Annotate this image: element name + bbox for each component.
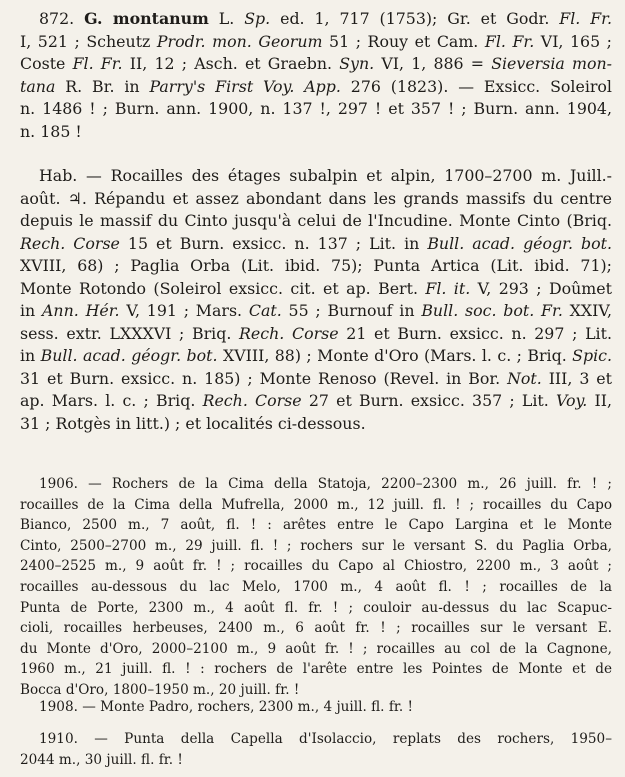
text-line	[20, 536, 612, 557]
text-run: sess. extr. LXXXVI ; Briq.	[20, 323, 240, 343]
text-run: VI, 1, 886 =	[374, 54, 492, 73]
text-line	[20, 98, 612, 121]
text-line	[20, 697, 612, 718]
text-run: 55 ; Burnouf in	[281, 301, 422, 320]
text-line	[20, 618, 612, 639]
text-run: Hab. — Rocailles des étages subalpin et alpin, 1700–2700 m. Juill.-	[39, 166, 612, 185]
italic-run: Fl. Fr.	[72, 54, 123, 73]
text-line	[20, 515, 612, 536]
text-line	[20, 210, 612, 233]
text-run: 1908. — Monte Padro, rochers, 2300 m., 4 juill. fl. fr. !	[39, 699, 413, 715]
text-run: 21 et Burn. exsicc. n. 297 ; Lit.	[338, 323, 612, 343]
text-run: 27 et Burn. exsicc. 357 ; Lit.	[301, 391, 556, 410]
text-run: II,	[587, 391, 612, 410]
text-run: Punta de Porte, 2300 m., 4 août fl. fr. ! ; couloir au-dessus du lac Scapuc-	[20, 599, 612, 616]
text-run: Cinto, 2500–2700 m., 29 juill. fl. ! ; rochers sur le versant S. du Paglia Orba,	[20, 537, 612, 554]
italic-run: Fl. it.	[425, 278, 471, 298]
text-line	[20, 255, 612, 278]
text-line	[20, 76, 612, 99]
text-run: 51 ; Rouy et Cam.	[322, 31, 485, 51]
observations-1910-paragraph	[20, 729, 612, 770]
text-run: 2044 m., 30 juill. fl. fr. !	[20, 751, 183, 768]
italic-run: Syn.	[339, 54, 375, 73]
text-line	[20, 639, 612, 660]
text-line	[20, 323, 612, 346]
text-run: 1960 m., 21 juill. fl. ! : rochers de l'arête entre les Pointes de Monte et de	[20, 661, 612, 678]
observations-1908-paragraph	[20, 697, 612, 718]
text-run: 31 et Burn. exsicc. n. 185) ; Monte Renoso (Revel. in Bor.	[20, 368, 508, 388]
text-run: I, 521 ; Scheutz	[20, 31, 157, 51]
text-line	[20, 188, 612, 211]
text-run: XVIII, 68) ; Paglia Orba (Lit. ibid. 75); Punta Artica (Lit. ibid. 71);	[20, 256, 612, 275]
italic-run: Prodr. mon. Georum	[156, 31, 323, 51]
italic-run: tana	[20, 76, 56, 96]
text-line	[20, 474, 612, 495]
italic-run: Parry's First Voy. App.	[149, 76, 341, 96]
text-line	[20, 495, 612, 516]
text-line	[20, 345, 612, 368]
observations-1906-paragraph	[20, 474, 612, 701]
italic-run: Rech. Corse	[202, 391, 302, 410]
italic-run: Ann. Hér.	[42, 301, 120, 320]
text-line	[20, 413, 612, 436]
italic-run: Sieversia mon-	[491, 54, 612, 73]
text-line	[20, 300, 612, 323]
text-run: VI, 165 ;	[534, 31, 612, 51]
text-line	[20, 368, 612, 391]
text-run: ap. Mars. l. c. ; Briq.	[20, 391, 203, 410]
text-run: 276 (1823). — Exsicc. Soleirol	[340, 76, 612, 96]
italic-run: Bull. acad. géogr. bot.	[427, 233, 612, 253]
text-line	[20, 750, 612, 771]
text-line	[20, 278, 612, 301]
italic-run: Cat.	[248, 301, 282, 320]
text-run: in	[20, 301, 43, 320]
text-run: R. Br. in	[55, 76, 150, 96]
text-run: L.	[208, 9, 245, 28]
text-line	[20, 165, 612, 188]
italic-run: Spic.	[572, 346, 612, 365]
text-run: n. 1486 ! ; Burn. ann. 1900, n. 137 !, 297 ! et 357 ! ; Burn. ann. 1904,	[20, 99, 612, 118]
text-line	[20, 577, 612, 598]
text-run: III, 3 et	[541, 368, 612, 388]
text-run: V, 191 ; Mars.	[119, 301, 249, 320]
text-run: n. 185 !	[20, 121, 82, 141]
text-line	[20, 233, 612, 256]
text-run: Coste	[20, 54, 73, 73]
text-run: rocailles de la Cima della Mufrella, 2000 m., 12 juill. fl. ! ; rocailles du Capo	[20, 496, 612, 513]
italic-run: Rech. Corse	[239, 323, 339, 343]
text-line	[20, 598, 612, 619]
text-run: Monte Rotondo (Soleirol exsicc. cit. et ap. Bert.	[20, 278, 426, 298]
species-header-paragraph	[20, 8, 612, 143]
italic-run: Rech. Corse	[20, 233, 120, 253]
text-run: cioli, rocailles herbeuses, 2400 m., 6 août fr. ! ; rocailles sur le versant E.	[20, 620, 612, 637]
text-run: 1910. — Punta della Capella d'Isolaccio, replats des rochers, 1950–	[39, 731, 612, 747]
text-run: 31 ; Rotgès in litt.) ; et localités ci-dessous.	[20, 413, 366, 433]
text-run: du Monte d'Oro, 2000–2100 m., 9 août fr. ! ; rocailles au col de la Cagnone,	[20, 640, 612, 657]
text-run: Bocca d'Oro, 1800–1950 m., 20 juill. fr. !	[20, 681, 300, 698]
text-run: in	[20, 346, 41, 365]
text-line	[20, 390, 612, 413]
text-run: août. ♃. Répandu et assez abondant dans les grands massifs du centre	[20, 188, 612, 208]
text-run: Bianco, 2500 m., 7 août, fl. ! : arêtes entre le Capo Largina et le Monte	[20, 517, 612, 534]
italic-run: Sp.	[244, 9, 271, 28]
text-line	[20, 121, 612, 144]
text-run: 2400–2525 m., 9 août fr. ! ; rocailles du Capo al Chiostro, 2200 m., 3 août ;	[20, 558, 612, 575]
italic-run: Bull. soc. bot. Fr.	[421, 301, 563, 320]
text-run: 15 et Burn. exsicc. n. 137 ; Lit. in	[119, 233, 428, 253]
italic-run: Bull. acad. géogr. bot.	[40, 346, 218, 365]
text-run: ed. 1, 717 (1753); Gr. et Godr.	[270, 9, 560, 28]
text-run: II, 12 ; Asch. et Graebn.	[122, 54, 340, 73]
habitat-paragraph	[20, 165, 612, 435]
bold-run: G. montanum	[84, 9, 209, 28]
text-line	[20, 31, 612, 54]
text-run: 1906. — Rochers de la Cima della Statoja, 2200–2300 m., 26 juill. fr. ! ;	[39, 476, 612, 492]
text-run: V, 293 ; Doûmet	[470, 278, 612, 298]
text-run: XVIII, 88) ; Monte d'Oro (Mars. l. c. ; Briq.	[217, 346, 573, 365]
italic-run: Not.	[507, 368, 542, 388]
text-line	[20, 659, 612, 680]
text-line	[20, 729, 612, 750]
text-line	[20, 53, 612, 76]
italic-run: Fl. Fr.	[484, 31, 535, 51]
text-line	[20, 556, 612, 577]
text-run: XXIV,	[562, 301, 612, 320]
text-run: rocailles au-dessous du lac Melo, 1700 m., 4 août fl. ! ; rocailles de la	[20, 578, 612, 595]
text-run: depuis le massif du Cinto jusqu'à celui de l'Incudine. Monte Cinto (Briq.	[20, 211, 612, 230]
text-run: 872.	[39, 9, 85, 28]
text-line	[20, 8, 612, 31]
italic-run: Fl. Fr.	[559, 9, 612, 28]
italic-run: Voy.	[555, 391, 588, 410]
